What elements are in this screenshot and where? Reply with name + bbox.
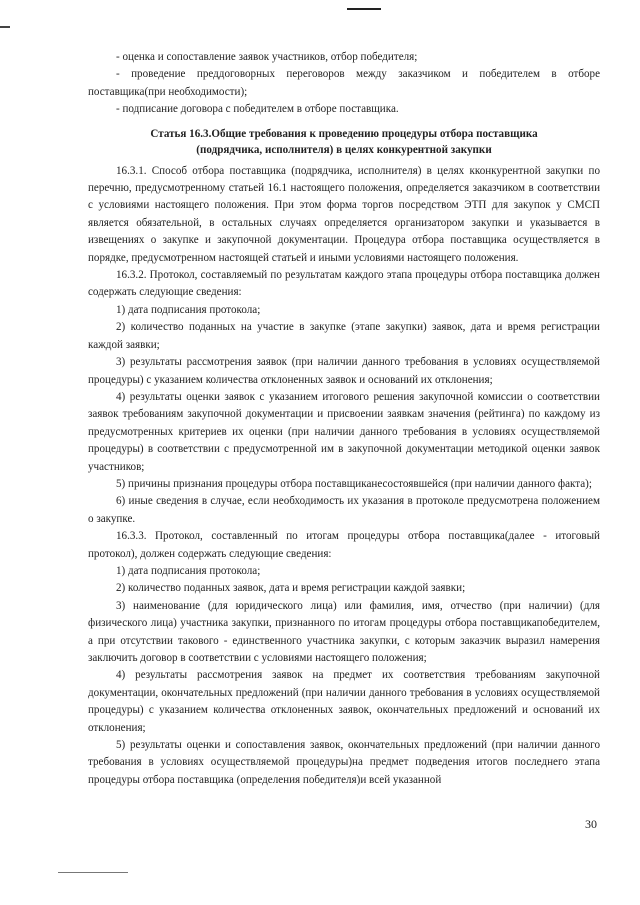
list-item: 4) результаты рассмотрения заявок на предмет их соответствия требованиям закупочной документации, окончательных предложений (при наличии данного требования в условиях осуществляемой процедуры) с указанием количества отклоненных заявок, окончательных предложений и оснований их отклонения;: [88, 669, 600, 734]
list-item: 2) количество поданных заявок, дата и время регистрации каждой заявки;: [116, 582, 466, 595]
list-item: 1) дата подписания протокола;: [116, 303, 261, 316]
paragraph: 16.3.3. Протокол, составленный по итогам процедуры отбора поставщика(далее - итоговый протокол), должен содержать следующие сведения:: [88, 530, 600, 560]
bullet-item: - подписание договора с победителем в отборе поставщика.: [116, 103, 399, 116]
scan-top-line: [347, 8, 381, 10]
paragraph: 16.3.1. Способ отбора поставщика (подрядчика, исполнителя) в целях кконкурентной закупки по перечню, предусмотренному статьей 16.1 настоящего положения, определяется заказчиком в соответствии с условиями настоящего положения. При этом форма торгов посредством ЭТП для закупок у СМСП является обязательной, в остальных случаях определяется организатором закупки и указывается в извещениях о закупке и закупочной документации. Процедура отбора поставщика осуществляется в порядке, предусмотренном настоящей статьей и иными условиями настоящего положения.: [88, 164, 600, 264]
heading-line: Статья 16.3.Общие требования к проведению процедуры отбора поставщика: [150, 127, 538, 140]
list-item: 3) наименование (для юридического лица) или фамилия, имя, отчество (при наличии) (для физического лица) участника закупки, признанного по итогам процедуры отбора поставщикапобедителем, а при отсутствии такового - единственного участника закупки, с которым заказчик выразил намерения заключить договор в соответствии с условиями настоящего положения;: [88, 599, 600, 664]
document-body: [88, 49, 600, 789]
list-item: 5) результаты оценки и сопоставления заявок, окончательных предложений (при наличии данного требования в условиях осуществляемой процедуры)на предмет подведения итогов последнего этапа процедуры отбора поставщика (определения победителя)и всей указанной: [88, 739, 600, 786]
list-item: 6) иные сведения в случае, если необходимость их указания в протоколе предусмотрена положением о закупке.: [88, 495, 600, 525]
list-item: 5) причины признания процедуры отбора поставщиканесостоявшейся (при наличии данного факта);: [116, 477, 592, 490]
scan-bottom-line: [58, 872, 128, 873]
list-item: 2) количество поданных на участие в закупке (этапе закупки) заявок, дата и время регистрации каждой заявки;: [88, 321, 600, 351]
bullet-item: - проведение преддоговорных переговоров между заказчиком и победителем в отборе поставщика(при необходимости);: [88, 68, 600, 98]
scan-left-mark: [0, 26, 10, 28]
heading-line: (подрядчика, исполнителя) в целях конкурентной закупки: [196, 143, 492, 156]
list-item: 1) дата подписания протокола;: [116, 564, 261, 577]
paragraph: 16.3.2. Протокол, составляемый по результатам каждого этапа процедуры отбора поставщика должен содержать следующие сведения:: [88, 269, 600, 299]
article-heading: [88, 126, 600, 158]
page-number: 30: [585, 817, 597, 831]
list-item: 4) результаты оценки заявок с указанием итогового решения закупочной комиссии о соответствии заявок требованиям закупочной документации и присвоении заявкам значения (рейтинга) по каждому из предусмотренных критериев их оценки (при наличии данного требования в условиях осуществляемой процедуры) в соответствии с предусмотренной им в закупочной документации методикой оценки заявок участников;: [88, 390, 600, 473]
list-item: 3) результаты рассмотрения заявок (при наличии данного требования в условиях осуществляемой процедуры) с указанием количества отклоненных заявок и оснований их отклонения;: [88, 356, 600, 386]
bullet-item: - оценка и сопоставление заявок участников, отбор победителя;: [116, 51, 418, 63]
